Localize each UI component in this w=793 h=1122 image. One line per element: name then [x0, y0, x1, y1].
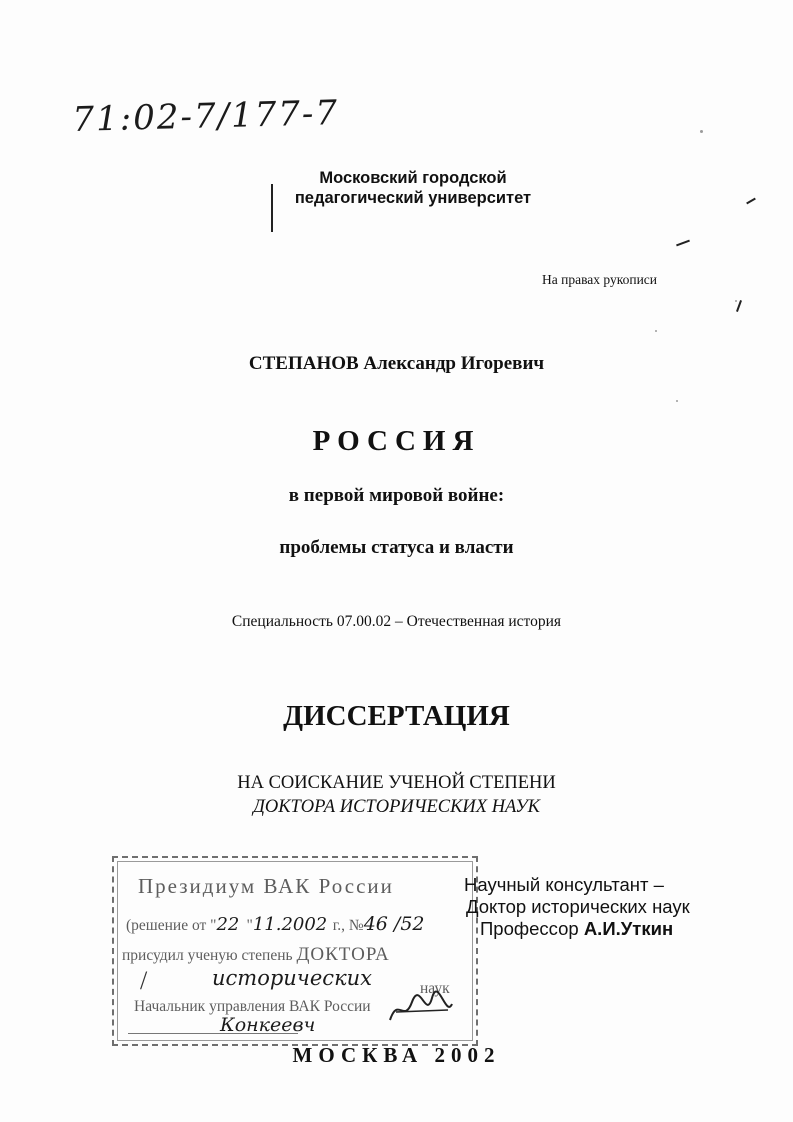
- scan-speck: [700, 130, 703, 133]
- stamp-awarded-degree: ДОКТОРА: [296, 944, 390, 965]
- consultant-block: [460, 874, 690, 940]
- stamp-head-label: Начальник управления ВАК России: [134, 998, 371, 1015]
- stamp-decision-day: 22: [216, 914, 240, 935]
- scan-speck: [676, 400, 678, 402]
- stamp-decision-sep: ": [246, 917, 253, 934]
- stamp-underline: [128, 1033, 298, 1034]
- institution-name: [268, 168, 558, 208]
- stamp-decision-row: [126, 913, 425, 935]
- author-name: СТЕПАНОВ Александр Игоревич: [248, 353, 545, 374]
- stamp-field-suffix: наук: [420, 980, 450, 997]
- title-main: РОССИЯ: [312, 425, 481, 457]
- stamp-decision-month: 11.2002: [252, 914, 328, 935]
- consultant-line-3: [460, 918, 690, 940]
- stamp-signature-handwritten: Конкеевч: [220, 1014, 316, 1036]
- specialty: Специальность 07.00.02 – Отечественная история: [231, 613, 562, 630]
- degree-line-2: ДОКТОРА ИСТОРИЧЕСКИХ НАУК: [253, 797, 540, 817]
- institution-line-2: педагогический университет: [294, 189, 532, 207]
- stamp-title: Президиум ВАК России: [138, 874, 394, 898]
- stamp-decision-prefix: (решение от ": [126, 917, 217, 934]
- degree-line-1: НА СОИСКАНИЕ УЧЕНОЙ СТЕПЕНИ: [237, 773, 556, 793]
- stamp-decision-mid: г., №: [328, 917, 364, 934]
- consultant-line-1: Научный консультант –: [464, 874, 664, 895]
- city-year: МОСКВА 2002: [292, 1043, 501, 1067]
- title-line-2: проблемы статуса и власти: [279, 537, 514, 558]
- stamp-field-handwritten: исторических: [212, 966, 372, 990]
- scan-mark: [736, 300, 742, 312]
- archive-code-handwritten: 71:02-7/177-7: [72, 93, 340, 140]
- institution-line-1: Московский городской: [319, 169, 507, 187]
- consultant-line-2: Доктор исторических наук: [466, 896, 690, 917]
- stamp-awarded-prefix: присудил ученую степень: [122, 947, 297, 964]
- vak-stamp: [112, 856, 478, 1046]
- consultant-title: Профессор: [480, 918, 584, 939]
- rights-note: На правах рукописи: [542, 272, 658, 287]
- work-type-heading: ДИССЕРТАЦИЯ: [283, 700, 510, 732]
- title-line-1: в первой мировой войне:: [288, 485, 505, 506]
- consultant-name: А.И.Уткин: [583, 918, 674, 939]
- scan-mark: [676, 240, 690, 247]
- stamp-pen-stroke: /: [140, 966, 148, 995]
- scan-mark: [746, 198, 756, 205]
- stamp-awarded-row: [122, 944, 390, 966]
- scan-speck: [735, 300, 737, 302]
- signature-scribble: [386, 990, 456, 1030]
- stamp-decision-number: 46 /52: [363, 913, 425, 935]
- scan-speck: [655, 330, 657, 332]
